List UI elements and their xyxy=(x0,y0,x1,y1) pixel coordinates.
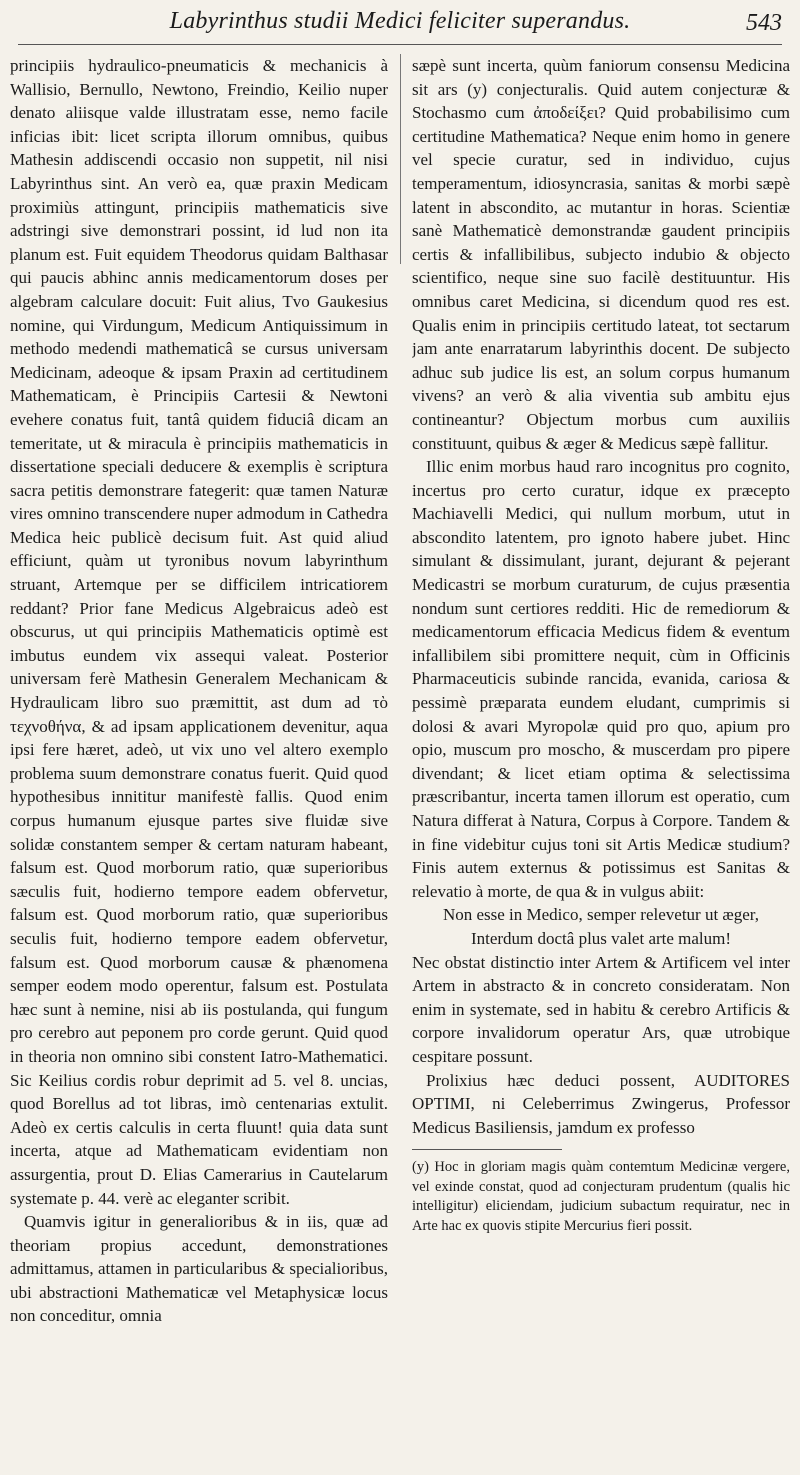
verse-line-2: Interdum doctâ plus valet arte malum! xyxy=(470,928,732,948)
left-paragraph-1: principiis hydraulico-pneumaticis & mechanicis à Wallisio, Bernullo, Newtono, Freindio, Keilio nuper denato aliisque valde illustratam esse, nemo facile inficias ibit: licet scripta illorum omnibus, quibus Mathesin addiscendi occasio non suppetit, nil nisi Labyrinthus sint. An verò ea, quæ praxin Medicam proximiùs attingunt, principiis mathematicis sive adstringi sive demonstrari possint, id lud non ita planum est. Fuit equidem Theodorus quidam Balthasar qui paucis abhinc annis medicamentorum doses per algebram calculare docuit: Fuit alius, Tvo Gaukesius nomine, qui Virdungum, Medicum Antiquissimum in methodo medendi mathematicâ se cursus universam Medicinam, adeoque & ipsam Praxin ad certitudinem Mathematicam, è Principiis Cartesii & Newtoni evehere conatus fuit, tantâ quidem fiduciâ dicam an temeritate, ut & miracula è principiis mathematicis in dissertatione speciali deducere & exemplis è scriptura sacra petitis demonstrare fategerit: quæ tamen Naturæ vires omnino transcendere nuper admodum in Cathedra Medica heic publicè decisum fuit. Ast quid aliud efficiunt, quàm ut tyronibus novum labyrinthum struant, Artemque per se difficilem intricatiorem reddant? Prior fane Medicus Algebraicus adeò est obscurus, ut qui principiis Mathematicis optimè est imbutus eundem vix assequi valeat. Posterior universam ferè Mathesin Generalem Mechanicam & Hydraulicam libro suo præmittit, ast dum ad τὸ τεχνοθήνα, & ad ipsam applicationem devenitur, aqua ipsi fere hæret, adeò, ut vix uno vel altero exemplo problema suum demonstrare conatus fuerit. Quid quod hypothesibus innititur manifestè fallis. Quod enim corpus humanum ejusque partes sive fluidæ sive solidæ constantem semper & certam naturam habeant, falsum est. Quod morborum ratio, quæ superioribus sæculis fuit, hodierno tempore eadem obfervetur, falsum est. Quod morborum ratio, quæ superioribus seculis fuit, hodierno tempore eadem obfervetur, falsum est. Quod morborum causæ & phænomena semper eodem modo operentur, falsum est. Postulata hæc sunt à nemine, nisi ab iis postulanda, qui fungum pro cerebro aut peponem pro corde gerunt. Quid quod in theoria non omnino sibi constent Iatro-Mathematici. Sic Keilius cordis robur deprimit ad 5. vel 8. uncias, quod Borellus ad tot libras, imò centenarias extulit. Adeò ex certis calculis in certa fluunt! quia data sunt incerta, atque ad Mathematicam evidentiam non assurgentia, prout D. Elias Camerarius in Cautelarum systemate p. 44. verè ac eleganter scribit. xyxy=(10,56,388,1208)
right-column xyxy=(412,54,790,1459)
running-title: Labyrinthus studii Medici feliciter superandus. xyxy=(169,8,631,34)
page-number: 543 xyxy=(746,10,782,36)
right-paragraph-4: Prolixius hæc deduci possent, AUDITORES OPTIMI, ni Celeberrimus Zwingerus, Professor Medicus Basiliensis, jamdum ex professo xyxy=(412,1070,790,1137)
right-paragraph-3: Nec obstat distinctio inter Artem & Artificem vel inter Artem in abstracto & in concreto consideratam. Non enim in systemate, sed in habitu & cerebro Artificis & corpore invalidorum operatur Ars, quæ utrobique cespitare possunt. xyxy=(412,952,790,1066)
left-column xyxy=(10,54,388,1459)
page-header xyxy=(0,8,800,42)
footnote-rule xyxy=(412,1149,562,1150)
left-paragraph-2: Quamvis igitur in generalioribus & in iis, quæ ad theoriam propius accedunt, demonstrationes admittamus, attamen in particularibus & specialioribus, ubi abstractioni Mathematicæ vel Metaphysicæ locus non conceditur, omnia xyxy=(10,1212,388,1326)
right-paragraph-1: sæpè sunt incerta, quùm faniorum consensu Medicina sit ars (y) conjecturalis. Quid autem conjecturæ & Stochasmo cum ἀποδείξει? Quid probabilisimo cum certitudine Mathematica? Neque enim homo in genere vel specie curatur, sed in individuo, cujus temperamentum, idiosyncrasia, sanitas & morbi sæpè latent in abscondito, ac mutantur in horas. Scientiæ sanè Mathematicè demonstrandæ gaudent principiis certis & infallibilibus, subjecto indubio & objecto scientifico, neque sine suo facilè destituuntur. His omnibus caret Medicina, si dicendum quod res est. Qualis enim in principiis certitudo lateat, tot sectarum jam ante enarratarum labyrinthis docent. De subjecto adhuc sub judice lis est, an solum corpus humanum vivens? an verò & alia viventia sub ambitu ejus contineantur? Objectum morbus cum auxiliis constituunt, quibus & æger & Medicus sæpè fallitur. xyxy=(412,56,790,453)
footnote: (y) Hoc in gloriam magis quàm contemtum Medicinæ vergere, vel exinde constat, quod ad conjecturam prudentum (qualis hic intelligitur) eliciendam, judicium subactum requiratur, nec in Arte hac ex quovis stipite Mercurius fieri possit. xyxy=(412,1159,790,1234)
right-paragraph-2: Illic enim morbus haud raro incognitus pro cognito, incertus pro certo curatur, idque ex præcepto Machiavelli Medici, qui nullum morbum, utut in abscondito latentem, pro ignoto habere jubet. Hinc simulant & dissimulant, jurant, dejurant & pejerant Medicastri se morbum curaturum, de cujus præsentia nondum sunt certiores redditi. Hic de remediorum & medicamentorum efficacia Medicus fidem & eventum infallibilem sibi promittere nequit, cùm in Officinis Pharmaceuticis subinde rancida, evanida, cariosa & pessimè præparata eundem eludant, cumprimis si dolosi & avari Myropolæ quid pro quo, apium pro opio, muscum pro moscho, & muscerdam pro pipere divendant; & licet etiam optima & selectissima præscribantur, incerta tamen illorum est operatio, cum Natura differat à Natura, Corpus à Corpore. Tandem & in fine videbitur cujus toni sit Artis Medicæ studium? Finis autem externus & potissimus est Sanitas & relevatio à morte, de qua & in vulgus abiit: xyxy=(412,457,790,901)
column-divider xyxy=(400,54,401,264)
verse-line-1: Non esse in Medico, semper relevetur ut æger, xyxy=(442,905,760,925)
header-rule xyxy=(18,44,782,45)
